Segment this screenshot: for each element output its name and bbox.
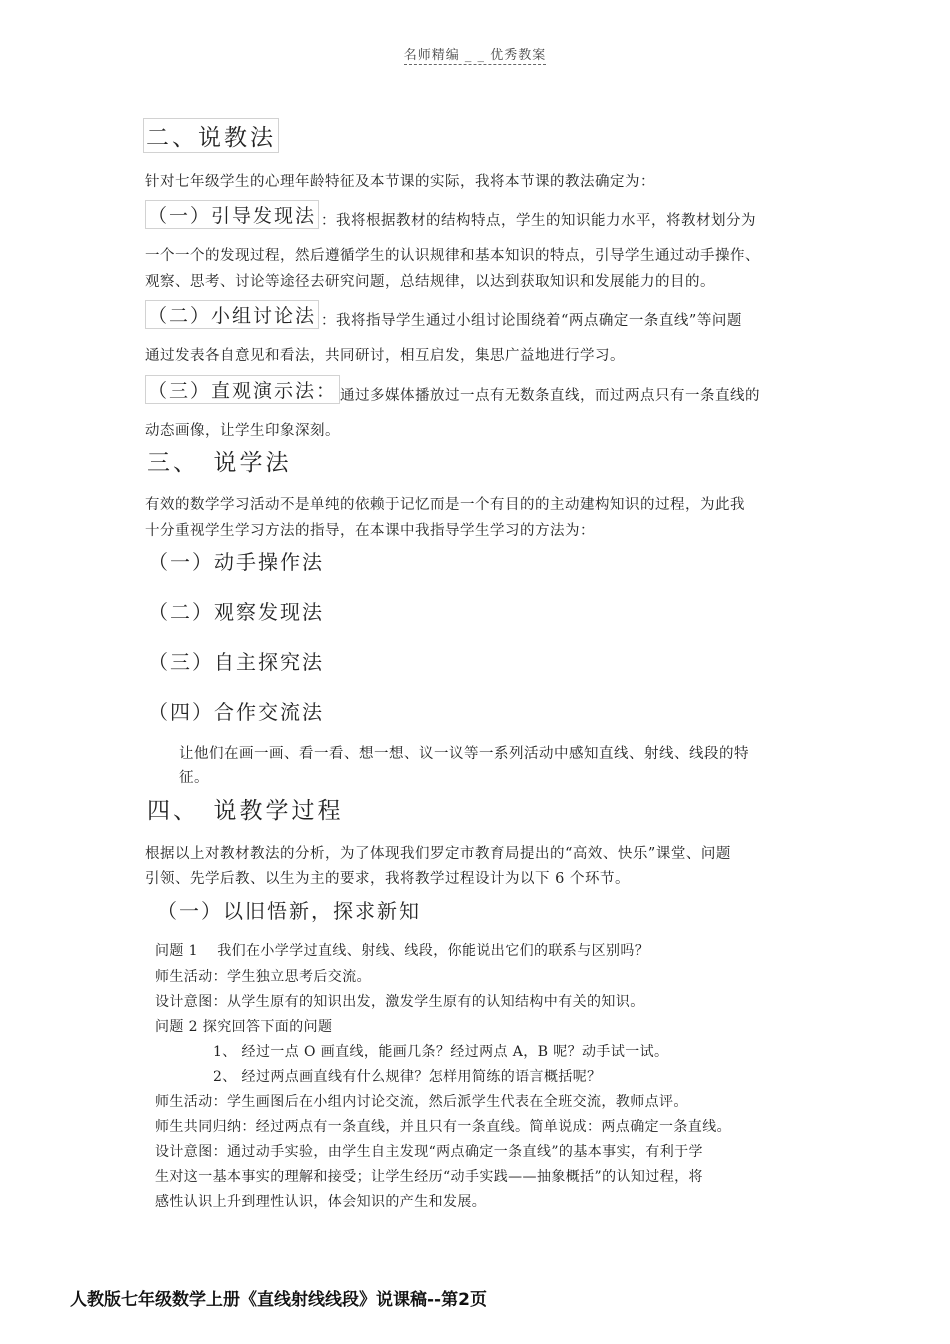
method-group-discussion-line: 通过发表各自意见和看法，共同研讨，相互启发，集思广益地进行学习。 <box>145 348 625 364</box>
learning-method-item: （三）自主探究法 <box>148 650 324 674</box>
section-title-teaching-method: 二、说教法 <box>143 118 279 153</box>
learning-method-item: （二）观察发现法 <box>148 600 324 624</box>
learning-method-note-line: 让他们在画一画、看一看、想一想、议一议等一系列活动中感知直线、射线、线段的特 <box>179 746 749 762</box>
method-demonstration-line: 通过多媒体播放过一点有无数条直线，而过两点只有一条直线的 <box>340 388 760 404</box>
method-guided-discovery-line: ：我将根据教材的结构特点，学生的知识能力水平，将教材划分为 <box>321 213 756 229</box>
process-line: 感性认识上升到理性认识，体会知识的产生和发展。 <box>155 1194 487 1210</box>
learning-method-item: （一）动手操作法 <box>148 550 324 574</box>
section-title-learning-method: 三、 说学法 <box>147 450 292 476</box>
teaching-method-intro: 针对七年级学生的心理年龄特征及本节课的实际，我将本节课的教法确定为： <box>145 174 655 190</box>
method-guided-discovery-line: 观察、思考、讨论等途径去研究问题，总结规律，以达到获取知识和发展能力的目的。 <box>145 274 715 290</box>
process-intro-line: 根据以上对教材教法的分析，为了体现我们罗定市教育局提出的“高效、快乐”课堂、问题 <box>145 846 731 862</box>
learning-method-intro-line: 十分重视学生学习方法的指导，在本课中我指导学生学习的方法为： <box>145 523 595 539</box>
section-title-teaching-process: 四、 说教学过程 <box>147 798 344 824</box>
process-line: 问题 1 我们在小学学过直线、射线、线段，你能说出它们的联系与区别吗？ <box>155 943 650 959</box>
method-group-discussion-label: （二）小组讨论法 <box>145 300 319 329</box>
process-step1-title: （一）以旧悟新，探求新知 <box>157 899 421 923</box>
process-line: 2、 经过两点画直线有什么规律？怎样用简练的语言概括呢？ <box>213 1069 602 1085</box>
method-group-discussion-line: ：我将指导学生通过小组讨论围绕着“两点确定一条直线”等问题 <box>321 313 742 329</box>
learning-method-intro-line: 有效的数学学习活动不是单纯的依赖于记忆而是一个有目的的主动建构知识的过程，为此我 <box>145 497 745 513</box>
page-footer: 人教版七年级数学上册《直线射线线段》说课稿--第2页 <box>70 1290 487 1310</box>
method-guided-discovery-line: 一个一个的发现过程，然后遵循学生的认识规律和基本知识的特点，引导学生通过动手操作、 <box>145 248 760 264</box>
process-line: 师生共同归纳：经过两点有一条直线，并且只有一条直线。简单说成：两点确定一条直线。 <box>155 1119 731 1135</box>
process-line: 问题 2 探究回答下面的问题 <box>155 1019 333 1035</box>
process-line: 师生活动：学生独立思考后交流。 <box>155 969 371 985</box>
method-demonstration-label: （三）直观演示法： <box>145 375 340 404</box>
process-line: 设计意图：通过动手实验，由学生自主发现“两点确定一条直线”的基本事实，有利于学 <box>155 1144 703 1160</box>
learning-method-item: （四）合作交流法 <box>148 700 324 724</box>
method-demonstration-line: 动态画像，让学生印象深刻。 <box>145 423 340 439</box>
process-line: 设计意图：从学生原有的知识出发，激发学生原有的认知结构中有关的知识。 <box>155 994 645 1010</box>
process-line: 师生活动：学生画图后在小组内讨论交流，然后派学生代表在全班交流，教师点评。 <box>155 1094 688 1110</box>
method-guided-discovery-label: （一）引导发现法 <box>145 200 319 229</box>
process-line: 1、 经过一点 O 画直线，能画几条？经过两点 A，B 呢？动手试一试。 <box>213 1044 669 1060</box>
header-text: 名师精编 _ _ 优秀教案 <box>403 48 547 63</box>
learning-method-note-line: 征。 <box>179 770 209 786</box>
process-line: 生对这一基本事实的理解和接受；让学生经历“动手实践——抽象概括”的认知过程，将 <box>155 1169 703 1185</box>
process-intro-line: 引领、先学后教、以生为主的要求，我将教学过程设计为以下 6 个环节。 <box>145 871 630 887</box>
page-header <box>0 44 950 63</box>
